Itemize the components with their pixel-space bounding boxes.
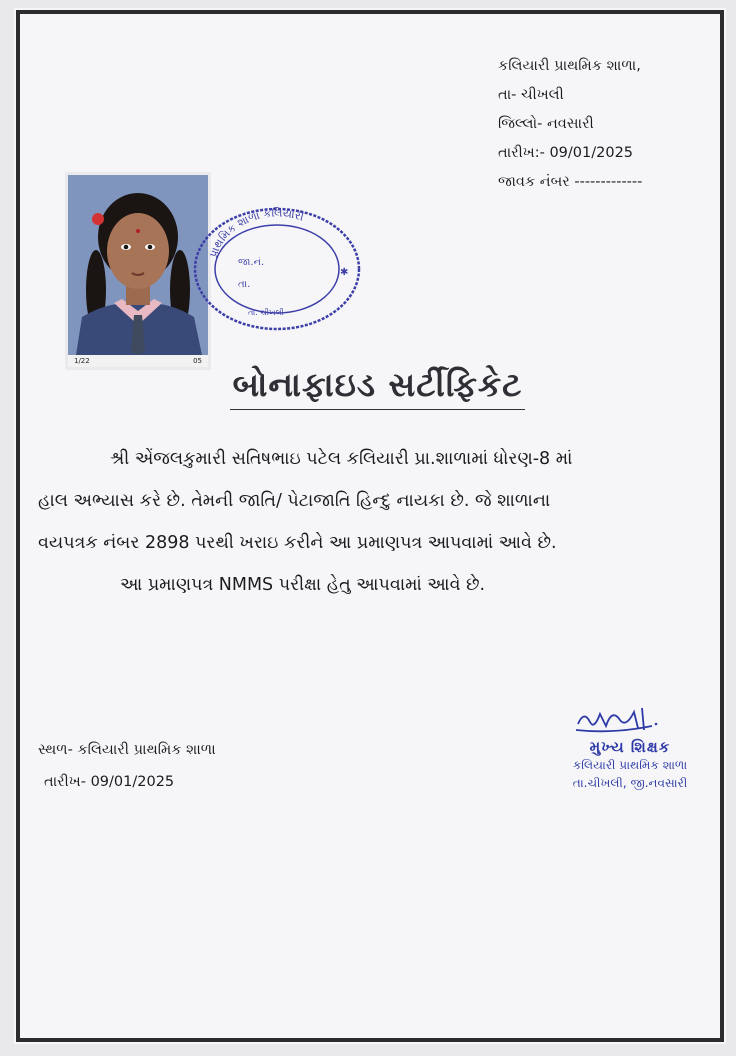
- body-line-3: વયપત્રક નંબર 2898 પરથી ખરાઇ કરીને આ પ્રમાણપત્ર આપવામાં આવે છે.: [38, 533, 557, 553]
- headmaster-location: તા.ચીખલી, જી.નવસારી: [572, 776, 688, 790]
- header-outward-number: જાવક નંબર -------------: [498, 174, 643, 190]
- student-portrait-image: [68, 175, 208, 355]
- photo-label: [68, 355, 208, 367]
- body-line-4: આ પ્રમાણપત્ર NMMS પરીક્ષા હેતુ આપવામાં આવે છે.: [120, 575, 486, 595]
- school-stamp: [190, 205, 365, 333]
- footer-date: તારીખ- 09/01/2025: [44, 774, 175, 790]
- headmaster-role: મુખ્ય શિક્ષક: [589, 738, 671, 756]
- body-line-2: હાલ અભ્યાસ કરે છે. તેમની જાતિ/ પેટાજાતિ હિન્દુ નાયકા છે. જે શાળાના: [38, 491, 551, 511]
- footer-place: સ્થળ- કલિયારી પ્રાથમિક શાળા: [38, 742, 216, 758]
- certificate-title: બોનાફાઇડ સર્ટીફિકેટ: [230, 365, 525, 410]
- header-date: તારીખ:- 09/01/2025: [498, 145, 634, 161]
- photo-label-right: 05: [193, 357, 202, 365]
- header-school: કલિયારી પ્રાથમિક શાળા,: [498, 58, 641, 74]
- certificate-body: [38, 438, 710, 606]
- footer-place-date: [38, 734, 216, 798]
- stamp-line1: જા.નં.: [238, 257, 265, 268]
- header-taluka: તા- ચીખલી: [498, 87, 564, 103]
- stamp-line2: તા.: [238, 279, 251, 290]
- headmaster-school: કલિયારી પ્રાથમિક શાળા: [572, 758, 688, 772]
- stamp-ring-text: પ્રાથમિક શાળા કલિયારી: [206, 206, 306, 260]
- school-header: [498, 52, 708, 197]
- stamp-line3: તા. ચીખલી: [248, 308, 284, 317]
- header-district: જિલ્લો- નવસારી: [498, 116, 594, 132]
- headmaster-signature: [572, 700, 662, 736]
- headmaster-block: [545, 738, 715, 792]
- photo-label-left: 1/22: [74, 357, 90, 365]
- body-line-1: શ્રી એંજલકુમારી સતિષભાઇ પટેલ કલિયારી પ્રા.શાળામાં ધોરણ-8 માં: [110, 449, 573, 469]
- stamp-star-icon: ✱: [340, 267, 349, 278]
